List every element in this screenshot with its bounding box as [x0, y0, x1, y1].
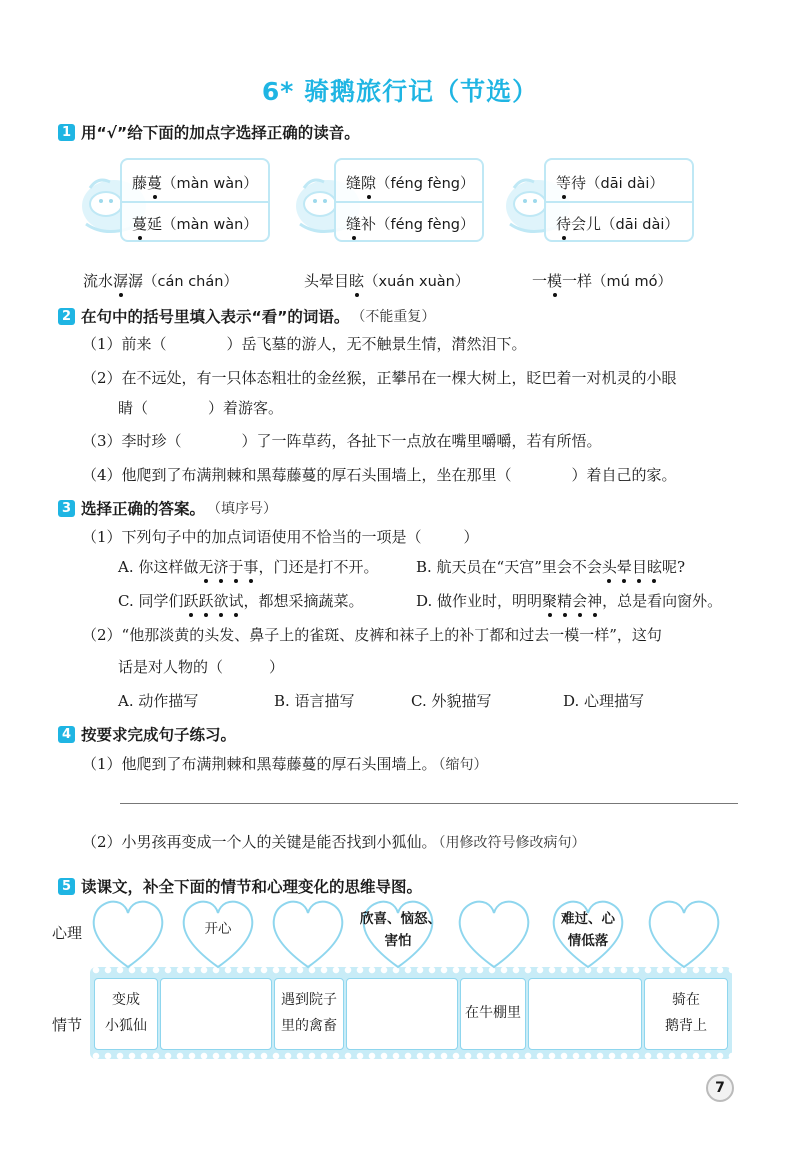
- pinyin-card-3: [500, 156, 690, 244]
- question-5-heading: [58, 875, 422, 897]
- dotted-phrase: 无济于事: [198, 558, 259, 576]
- choice-d[interactable]: D. 心理描写: [563, 692, 645, 710]
- plot-box: 变成 小狐仙: [94, 978, 158, 1050]
- dotted-char: 等: [556, 174, 572, 192]
- question-text: 在句中的括号里填入表示“看”的词语。: [81, 308, 350, 326]
- sentence: （3）李时珍（ ）了一阵草药，各扯下一点放在嘴里嚼嚼，若有所悟。: [82, 432, 602, 450]
- pinyin-options[interactable]: （dāi dài）: [601, 217, 679, 233]
- sentence: （4）他爬到了布满荆棘和黑莓藤蔓的厚石头围墙上，坐在那里（ ）着自己的家。: [82, 466, 677, 484]
- pinyin-options[interactable]: （féng fèng）: [376, 217, 475, 233]
- sentence: （1）前来（ ）岳飞墓的游人，无不触景生情，潸然泪下。: [82, 335, 527, 353]
- dotted-char: 眩: [349, 272, 365, 290]
- plot-box: 遇到院子 里的禽畜: [274, 978, 344, 1050]
- word-item: 头晕目眩（xuán xuàn）: [304, 272, 470, 290]
- word-item: 缝隙（féng fèng）: [346, 174, 475, 192]
- pinyin-card-box: [334, 158, 484, 242]
- word-item: 藤蔓（màn wàn）: [132, 174, 258, 192]
- dotted-phrase: 头晕目眩: [601, 558, 662, 576]
- pinyin-options[interactable]: （cán chán）: [143, 274, 238, 290]
- option-b[interactable]: B. 航天员在“天宫”里会不会头晕目眩呢?: [416, 558, 686, 576]
- dotted-char: 模: [547, 272, 563, 290]
- word-item: 缝补（féng fèng）: [346, 215, 475, 233]
- heart-icon[interactable]: [456, 897, 532, 971]
- pinyin-options[interactable]: （dāi dài）: [586, 176, 664, 192]
- heart-icon[interactable]: [646, 897, 722, 971]
- pinyin-card-box: [544, 158, 694, 242]
- heart-label: 开心: [204, 921, 232, 937]
- question-number: 4: [58, 726, 75, 743]
- pinyin-options[interactable]: （mú mó）: [592, 274, 672, 290]
- option-d[interactable]: D. 做作业时，明明聚精会神，总是看向窗外。: [416, 592, 723, 610]
- question-text: 选择正确的答案。: [81, 500, 206, 518]
- label-plot: 情节: [52, 1016, 83, 1034]
- dotted-phrase: 跃跃欲试: [183, 592, 244, 610]
- pinyin-card-2: [290, 156, 480, 244]
- question-number: 1: [58, 124, 75, 141]
- dotted-char: 缝: [346, 215, 362, 233]
- word-item: 一模一样（mú mó）: [532, 272, 672, 290]
- heart-label: 欣喜、恼怒、 害怕: [360, 911, 441, 949]
- choice-b[interactable]: B. 语言描写: [274, 692, 355, 710]
- dotted-char: 隙: [361, 174, 377, 192]
- pinyin-options[interactable]: （féng fèng）: [376, 176, 475, 192]
- sentence: （2）在不远处，有一只体态粗壮的金丝猴，正攀吊在一棵大树上，眨巴着一对机灵的小眼: [82, 369, 677, 387]
- word-item: 待会儿（dāi dài）: [556, 215, 679, 233]
- question-number: 3: [58, 500, 75, 517]
- page-number: 7: [706, 1074, 734, 1102]
- question-text: 读课文，补全下面的情节和心理变化的思维导图。: [81, 878, 423, 896]
- question-2-heading: [58, 305, 435, 327]
- dotted-char: 潺: [113, 272, 129, 290]
- sentence: 睛（ ）着游客。: [118, 399, 284, 417]
- question-text: 用“√”给下面的加点字选择正确的读音。: [81, 124, 360, 142]
- sentence: （2）小男孩再变成一个人的关键是能否找到小狐仙。 （用修改符号修改病句）: [82, 833, 586, 851]
- choice-c[interactable]: C. 外貌描写: [411, 692, 492, 710]
- heart-label: 难过、心 情低落: [561, 911, 615, 949]
- question-4-heading: [58, 723, 236, 745]
- word-item: 等待（dāi dài）: [556, 174, 664, 192]
- answer-line[interactable]: [120, 803, 738, 804]
- heart-icon[interactable]: [90, 897, 166, 971]
- heart-icon[interactable]: [270, 897, 346, 971]
- dotted-char: 蔓: [132, 215, 148, 233]
- sentence: 话是对人物的（ ）: [118, 658, 285, 676]
- option-a[interactable]: A. 你这样做无济于事，门还是打不开。: [118, 558, 379, 576]
- pinyin-card-1: [76, 156, 266, 244]
- sentence: （1）下列句子中的加点词语使用不恰当的一项是（ ）: [82, 528, 479, 546]
- dotted-phrase: 聚精会神: [542, 592, 603, 610]
- sentence: （1）他爬到了布满荆棘和黑莓藤蔓的厚石头围墙上。 （缩句）: [82, 755, 488, 773]
- pinyin-options[interactable]: （xuán xuàn）: [364, 274, 470, 290]
- question-1-heading: [58, 121, 360, 143]
- dotted-char: 待: [556, 215, 572, 233]
- pinyin-card-box: [120, 158, 270, 242]
- sentence: （2）“他那淡黄的头发、鼻子上的雀斑、皮裤和袜子上的补丁都和过去一模一样”，这句: [82, 626, 662, 644]
- question-3-heading: [58, 497, 277, 519]
- plot-box-blank[interactable]: [528, 978, 642, 1050]
- dotted-char: 蔓: [147, 174, 163, 192]
- plot-box: 骑在 鹅背上: [644, 978, 728, 1050]
- question-number: 2: [58, 308, 75, 325]
- plot-box: 在牛棚里: [460, 978, 526, 1050]
- word-item: 流水潺潺（cán chán）: [83, 272, 238, 290]
- pinyin-options[interactable]: （màn wàn）: [162, 217, 258, 233]
- question-number: 5: [58, 878, 75, 895]
- option-c[interactable]: C. 同学们跃跃欲试，都想采摘蔬菜。: [118, 592, 364, 610]
- page-title: 6* 骑鹅旅行记（节选）: [261, 77, 539, 106]
- pinyin-options[interactable]: （màn wàn）: [162, 176, 258, 192]
- word-item: 蔓延（màn wàn）: [132, 215, 258, 233]
- plot-box-blank[interactable]: [346, 978, 458, 1050]
- question-note: （不能重复）: [351, 309, 436, 325]
- question-note: （填序号）: [207, 501, 278, 517]
- label-mind: 心理: [52, 924, 83, 942]
- plot-box-blank[interactable]: [160, 978, 272, 1050]
- question-text: 按要求完成句子练习。: [81, 726, 237, 744]
- choice-a[interactable]: A. 动作描写: [118, 692, 199, 710]
